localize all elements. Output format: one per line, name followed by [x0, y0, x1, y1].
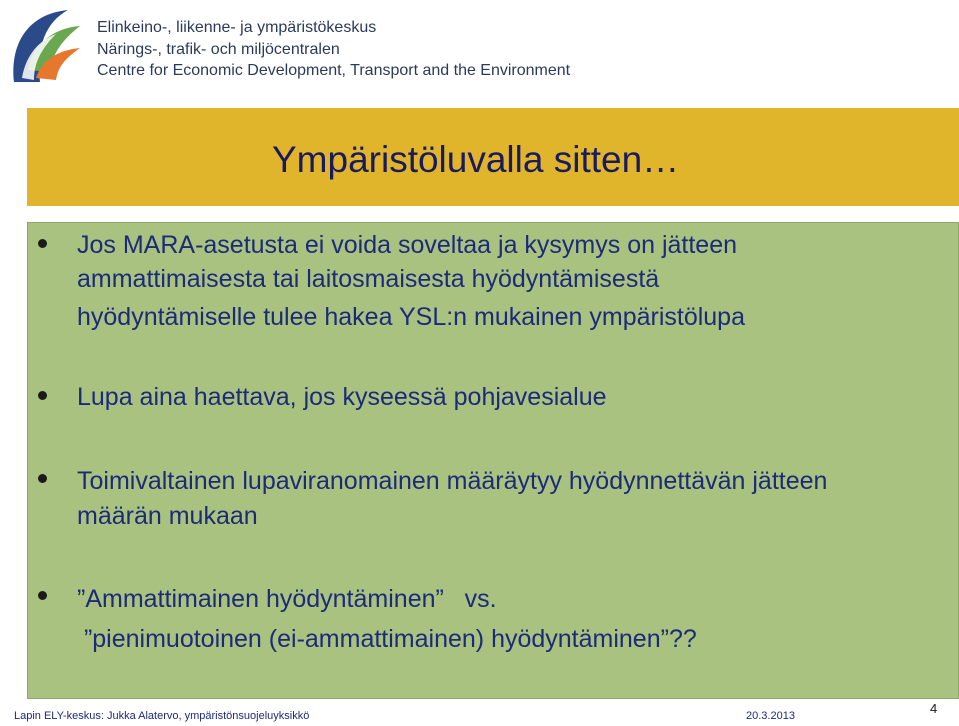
bullet-dot	[38, 391, 47, 400]
bullet-1-line-2: ammattimaisesta tai laitosmaisesta hyödyntämisestä	[77, 265, 660, 293]
bullet-2-line-1: Lupa aina haettava, jos kyseessä pohjavesialue	[77, 383, 607, 411]
bullet-dot	[38, 239, 47, 248]
org-name-en: Centre for Economic Development, Transport and the Environment	[97, 62, 571, 79]
ely-logo	[6, 6, 86, 86]
bullet-4-line-2: ”pienimuotoinen (ei-ammattimainen) hyödyntäminen”??	[77, 625, 697, 653]
footer-date: 20.3.2013	[746, 710, 795, 722]
bullet-3-line-2: määrän mukaan	[77, 502, 258, 530]
org-name-fi: Elinkeino-, liikenne- ja ympäristökeskus	[97, 19, 377, 36]
org-name-sv: Närings-, trafik- och miljöcentralen	[97, 40, 340, 58]
bullet-1-line-3: hyödyntämiselle tulee hakea YSL:n mukainen ympäristölupa	[77, 303, 745, 331]
slide-title: Ympäristöluvalla sitten…	[272, 139, 680, 180]
footer-author: Lapin ELY-keskus: Jukka Alatervo, ympäristönsuojeluyksikkö	[14, 710, 310, 722]
bullet-3-line-1: Toimivaltainen lupaviranomainen määräytyy hyödynnettävän jätteen	[77, 467, 828, 495]
bullet-4-line-1: ”Ammattimainen hyödyntäminen” vs.	[77, 585, 497, 613]
bullet-dot	[38, 474, 47, 483]
bullet-dot	[38, 591, 47, 600]
page-number: 4	[930, 701, 938, 716]
org-name-block	[97, 17, 570, 82]
bullet-1-line-1: Jos MARA-asetusta ei voida soveltaa ja kysymys on jätteen	[77, 231, 738, 259]
